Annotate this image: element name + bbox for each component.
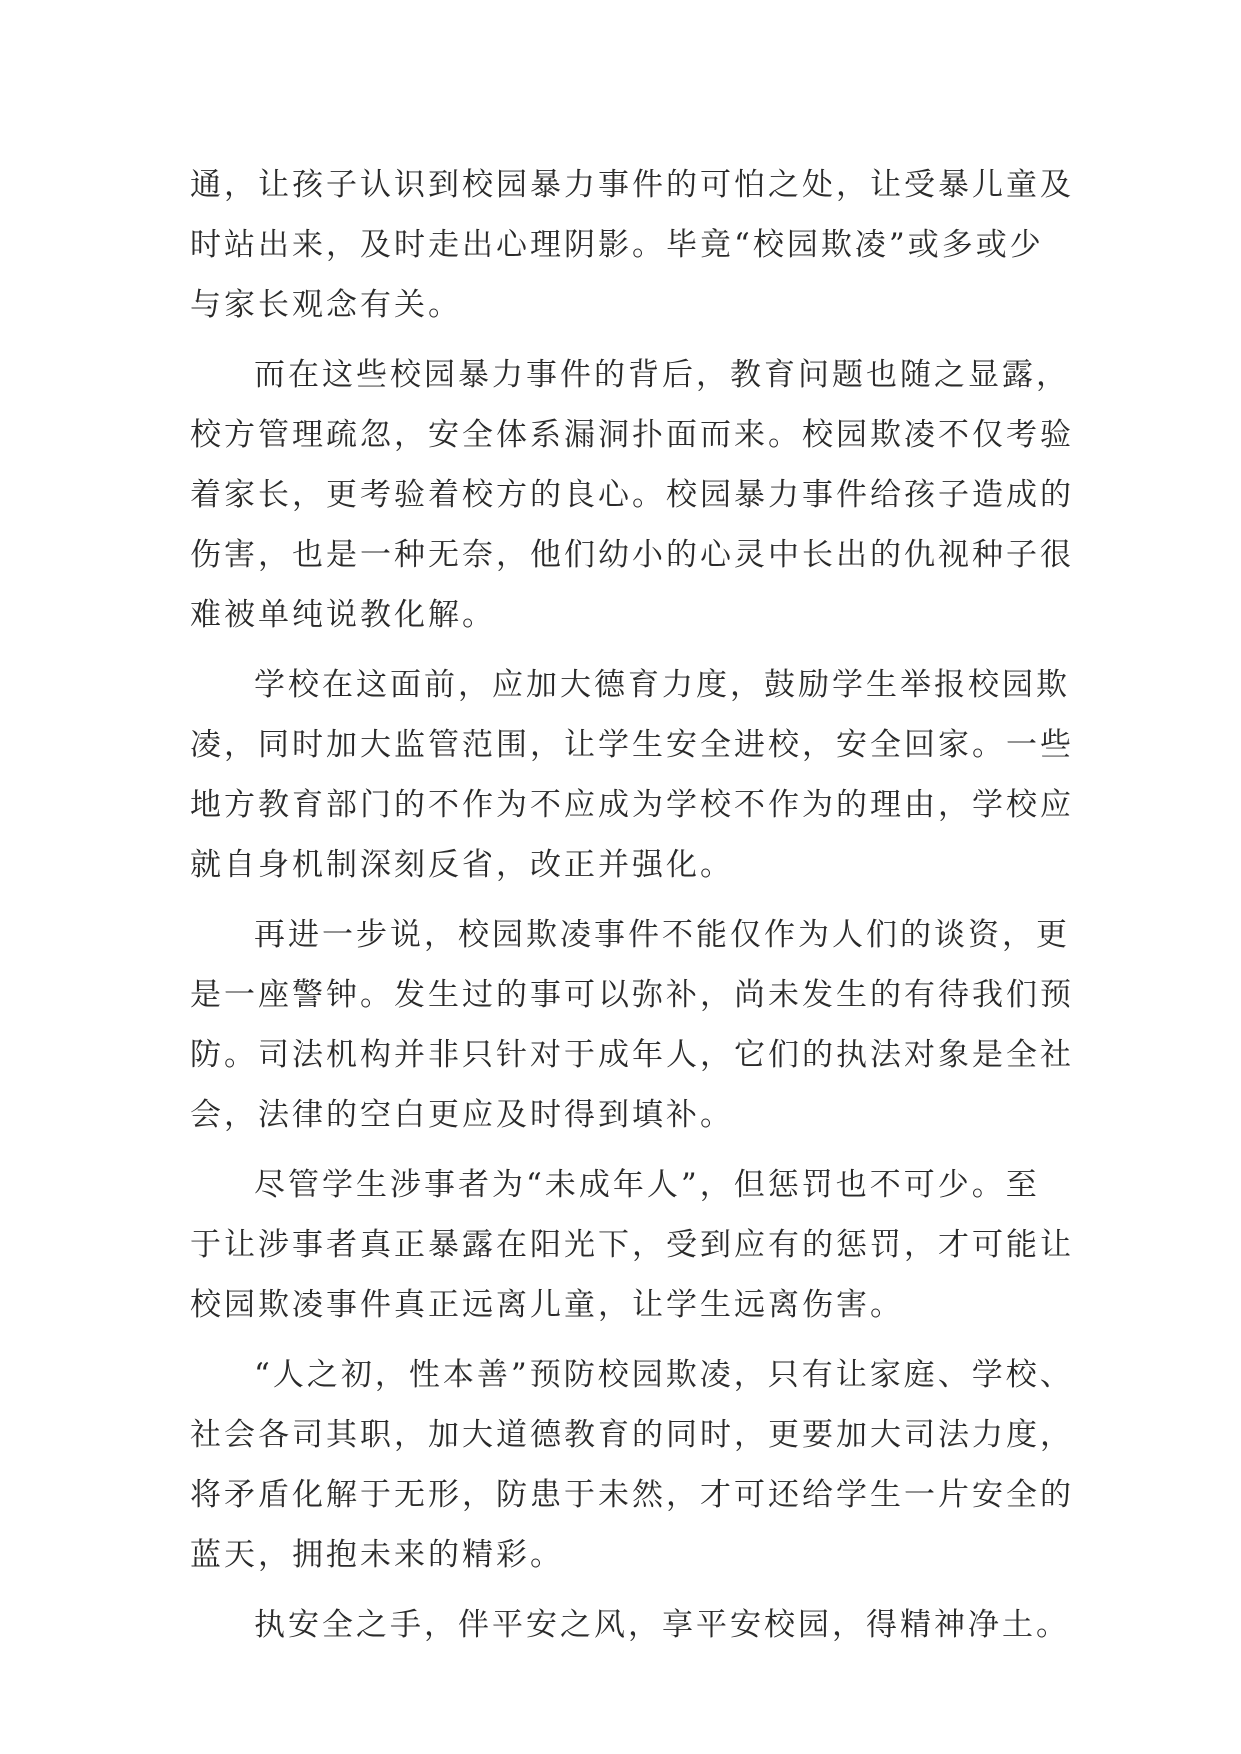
paragraph-line: 防。司法机构并非只针对于成年人，它们的执法对象是全社 bbox=[190, 1037, 1074, 1073]
paragraph-line: 通，让孩子认识到校园暴力事件的可怕之处，让受暴儿童及 bbox=[190, 167, 1074, 203]
paragraph-line: 难被单纯说教化解。 bbox=[190, 597, 496, 633]
paragraph-line: 学校在这面前，应加大德育力度，鼓励学生举报校园欺 bbox=[254, 667, 1070, 703]
paragraph-7 bbox=[190, 1595, 1070, 1655]
paragraph-line: 校园欺凌事件真正远离儿童，让学生远离伤害。 bbox=[190, 1287, 904, 1323]
paragraph-line: 与家长观念有关。 bbox=[190, 287, 462, 323]
paragraph-2 bbox=[190, 345, 1074, 645]
paragraph-line: “人之初，性本善”预防校园欺凌，只有让家庭、学校、 bbox=[254, 1357, 1074, 1393]
paragraph-line: 再进一步说，校园欺凌事件不能仅作为人们的谈资，更 bbox=[254, 917, 1070, 953]
paragraph-line: 执安全之手，伴平安之风，享平安校园，得精神净土。 bbox=[254, 1607, 1070, 1643]
paragraph-5 bbox=[190, 1155, 1074, 1335]
paragraph-6 bbox=[190, 1345, 1074, 1585]
paragraph-line: 是一座警钟。发生过的事可以弥补，尚未发生的有待我们预 bbox=[190, 977, 1074, 1013]
paragraph-3 bbox=[190, 655, 1074, 895]
paragraph-line: 地方教育部门的不作为不应成为学校不作为的理由，学校应 bbox=[190, 787, 1074, 823]
paragraph-line: 蓝天，拥抱未来的精彩。 bbox=[190, 1537, 564, 1573]
paragraph-line: 社会各司其职，加大道德教育的同时，更要加大司法力度， bbox=[190, 1417, 1074, 1453]
paragraph-line: 于让涉事者真正暴露在阳光下，受到应有的惩罚，才可能让 bbox=[190, 1227, 1074, 1263]
paragraph-line: 会，法律的空白更应及时得到填补。 bbox=[190, 1097, 734, 1133]
paragraph-4 bbox=[190, 905, 1074, 1145]
paragraph-line: 伤害，也是一种无奈，他们幼小的心灵中长出的仇视种子很 bbox=[190, 537, 1074, 573]
paragraph-line: 而在这些校园暴力事件的背后，教育问题也随之显露， bbox=[254, 357, 1070, 393]
paragraph-line: 将矛盾化解于无形，防患于未然，才可还给学生一片安全的 bbox=[190, 1477, 1074, 1513]
paragraph-line: 尽管学生涉事者为“未成年人”，但惩罚也不可少。至 bbox=[254, 1167, 1040, 1203]
paragraph-1 bbox=[190, 155, 1074, 335]
paragraph-line: 凌，同时加大监管范围，让学生安全进校，安全回家。一些 bbox=[190, 727, 1074, 763]
document-body bbox=[190, 155, 1074, 1665]
paragraph-line: 时站出来，及时走出心理阴影。毕竟“校园欺凌”或多或少 bbox=[190, 227, 1044, 263]
paragraph-line: 着家长，更考验着校方的良心。校园暴力事件给孩子造成的 bbox=[190, 477, 1074, 513]
paragraph-line: 就自身机制深刻反省，改正并强化。 bbox=[190, 847, 734, 883]
paragraph-line: 校方管理疏忽，安全体系漏洞扑面而来。校园欺凌不仅考验 bbox=[190, 417, 1074, 453]
